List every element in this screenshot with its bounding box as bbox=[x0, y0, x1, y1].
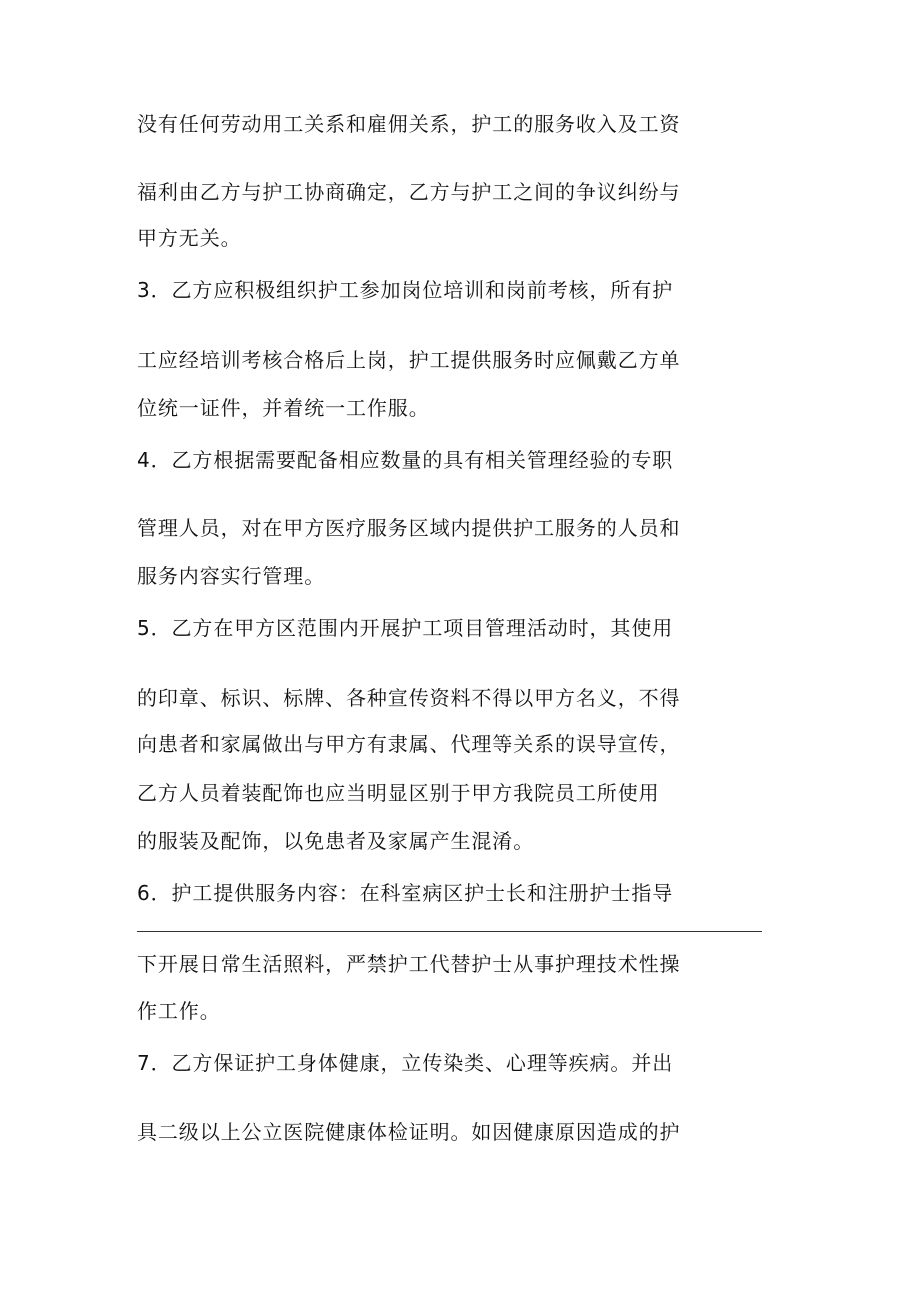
text-line: 下开展日常生活照料，严禁护工代替护士从事护理技术性操 bbox=[137, 952, 681, 976]
text-line: 向患者和家属做出与甲方有隶属、代理等关系的误导宣传， bbox=[137, 732, 681, 756]
text-line: 服务内容实行管理。 bbox=[137, 564, 326, 588]
text-line: 没有任何劳动用工关系和雇佣关系，护工的服务收入及工资 bbox=[137, 112, 681, 136]
text-line: 乙方人员着装配饰也应当明显区别于甲方我院员工所使用 bbox=[137, 781, 660, 805]
text-line: 4．乙方根据需要配备相应数量的具有相关管理经验的专职 bbox=[137, 448, 674, 472]
text-line: 福利由乙方与护工协商确定，乙方与护工之间的争议纠纷与 bbox=[137, 180, 681, 204]
horizontal-rule bbox=[137, 931, 762, 932]
text-line: 的印章、标识、标牌、各种宣传资料不得以甲方名义，不得 bbox=[137, 686, 681, 710]
text-line: 的服装及配饰，以免患者及家属产生混淆。 bbox=[137, 829, 535, 853]
text-line: 7．乙方保证护工身体健康，立传染类、心理等疾病。并出 bbox=[137, 1051, 674, 1075]
text-line: 工应经培训考核合格后上岗，护工提供服务时应佩戴乙方单 bbox=[137, 348, 681, 372]
text-line: 6．护工提供服务内容：在科室病区护士长和注册护士指导 bbox=[137, 881, 674, 905]
text-line: 作工作。 bbox=[137, 999, 221, 1023]
text-line: 3．乙方应积极组织护工参加岗位培训和岗前考核，所有护 bbox=[137, 278, 674, 302]
text-line: 5．乙方在甲方区范围内开展护工项目管理活动时，其使用 bbox=[137, 616, 674, 640]
text-line: 具二级以上公立医院健康体检证明。如因健康原因造成的护 bbox=[137, 1120, 681, 1144]
text-line: 甲方无关。 bbox=[137, 226, 242, 250]
text-line: 位统一证件，并着统一工作服。 bbox=[137, 396, 430, 420]
text-line: 管理人员，对在甲方医疗服务区域内提供护工服务的人员和 bbox=[137, 516, 681, 540]
